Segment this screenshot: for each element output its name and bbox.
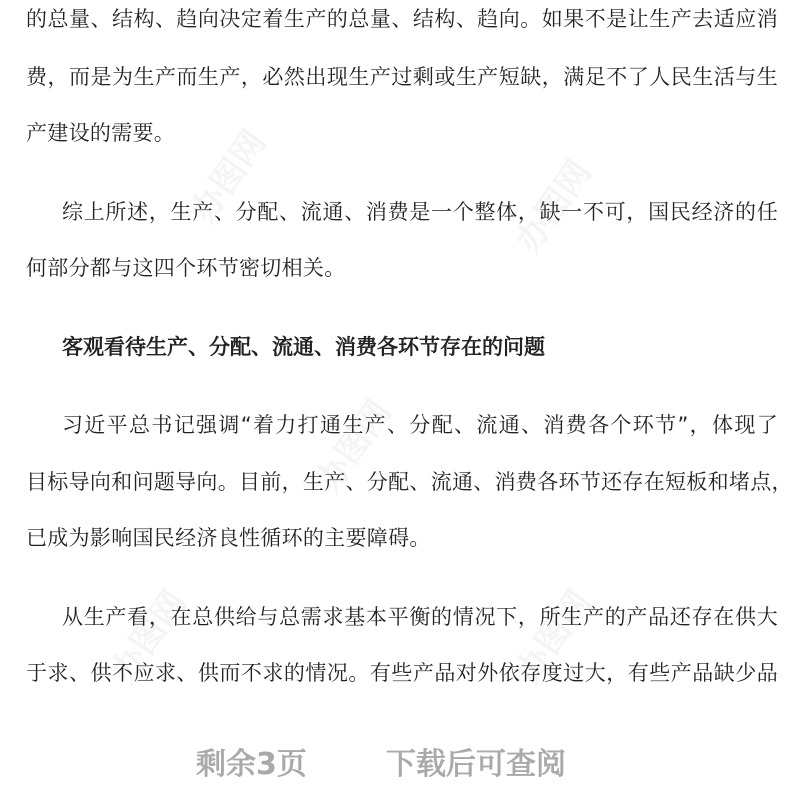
text-line: 于求、供不应求、供而不求的情况。有些产品对外依存度过大，有些产品缺少品 <box>26 661 778 685</box>
download-to-view-button[interactable]: 下载后可查阅 <box>386 747 566 782</box>
text-line: 产建设的需要。 <box>26 121 176 145</box>
text-line: 目标导向和问题导向。目前，生产、分配、流通、消费各环节还存在短板和堵点， <box>26 470 793 494</box>
text-line: 习近平总书记强调“着力打通生产、分配、流通、消费各个环节”，体现了 <box>62 413 778 437</box>
text-line: 费，而是为生产而生产，必然出现生产过剩或生产短缺，满足不了人民生活与生 <box>26 65 778 89</box>
text-line: 从生产看，在总供给与总需求基本平衡的情况下，所生产的产品还存在供大 <box>62 605 778 629</box>
remaining-pages-label[interactable]: 剩余3页 <box>196 747 307 782</box>
text-line: 综上所述，生产、分配、流通、消费是一个整体，缺一不可，国民经济的任 <box>62 200 778 224</box>
section-heading: 客观看待生产、分配、流通、消费各环节存在的问题 <box>62 335 545 359</box>
text-line: 何部分都与这四个环节密切相关。 <box>26 256 346 280</box>
text-line: 的总量、结构、趋向决定着生产的总量、结构、趋向。如果不是让生产去适应消 <box>26 7 778 31</box>
text-line: 已成为影响国民经济良性循环的主要障碍。 <box>26 526 431 550</box>
